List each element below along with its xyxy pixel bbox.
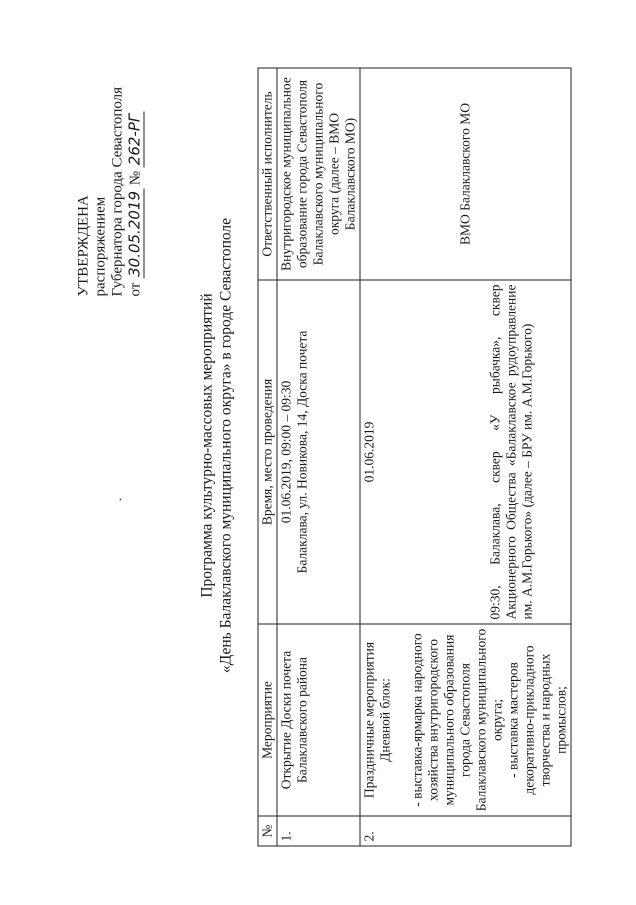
row-event-items [410, 629, 570, 812]
row-responsible: ВМО Балаклавского МО [360, 68, 571, 280]
rotated-landscape-page [0, 1, 636, 905]
program-title-line-2: «День Балаклавского муниципального округа» в городе Севастополе [217, 217, 235, 674]
approval-date: 30.05.2019 [125, 191, 144, 277]
row-place: Балаклава, ул. Новикова, 14, Доска почета [294, 330, 310, 574]
approval-stamp-block [76, 27, 145, 297]
row-event: Открытие Доски почета Балаклавского района [277, 624, 360, 816]
list-item: - выставка мастеров декоративно-прикладного творчества и народных промыслов; [505, 645, 569, 795]
row-time-place [360, 280, 571, 624]
header-number: № [258, 816, 277, 846]
list-item: - выставка-ярмарка народного хозяйства внутригородского муниципального образования города Севастополя Балаклавского муниципального округа; [409, 628, 505, 812]
table-header-row [258, 68, 277, 846]
row-number: 2. [360, 816, 571, 846]
row-place: 09:30, Балаклава, сквер «У рыбачка», сквер Акционерного Общества «Балаклавское рудоуправление им. А.М.Горького» (далее – БРУ им. А.М.Горького) [487, 284, 535, 620]
row-date-time: 01.06.2019, 09:00 – 09:30 [278, 380, 294, 524]
program-table [258, 68, 572, 847]
scan-speck [120, 499, 122, 501]
header-time-place: Время, место проведения [258, 280, 277, 624]
row-date: 01.06.2019 [361, 421, 377, 483]
row-time-place [277, 280, 360, 624]
approval-title: УТВЕРЖДЕНА [75, 195, 92, 297]
table-row [360, 68, 571, 846]
approval-date-line [127, 27, 145, 297]
approval-line-2: Губернатора города Севастополя [109, 86, 126, 297]
header-responsible: Ответственный исполнитель [258, 68, 277, 280]
row-event [360, 624, 571, 816]
row-event-sub: Дневной блок: [377, 678, 393, 762]
approval-line-1: распоряжением [92, 196, 109, 297]
row-number: 1. [277, 816, 360, 846]
program-title [198, 66, 236, 826]
approval-number-prefix: № [127, 170, 144, 186]
approval-from-prefix: от [127, 282, 144, 297]
header-event: Мероприятие [258, 624, 277, 816]
table-row [277, 68, 360, 846]
row-event-title: Праздничные мероприятия [361, 641, 377, 799]
approval-number: 262-РГ [125, 113, 144, 166]
program-title-line-1: Программа культурно-массовых мероприятий [198, 293, 216, 598]
row-responsible: Внутригородское муниципальное образование города Севастополя Балаклавского муниципального округа (далее – ВМО Балаклавского МО) [277, 68, 360, 280]
